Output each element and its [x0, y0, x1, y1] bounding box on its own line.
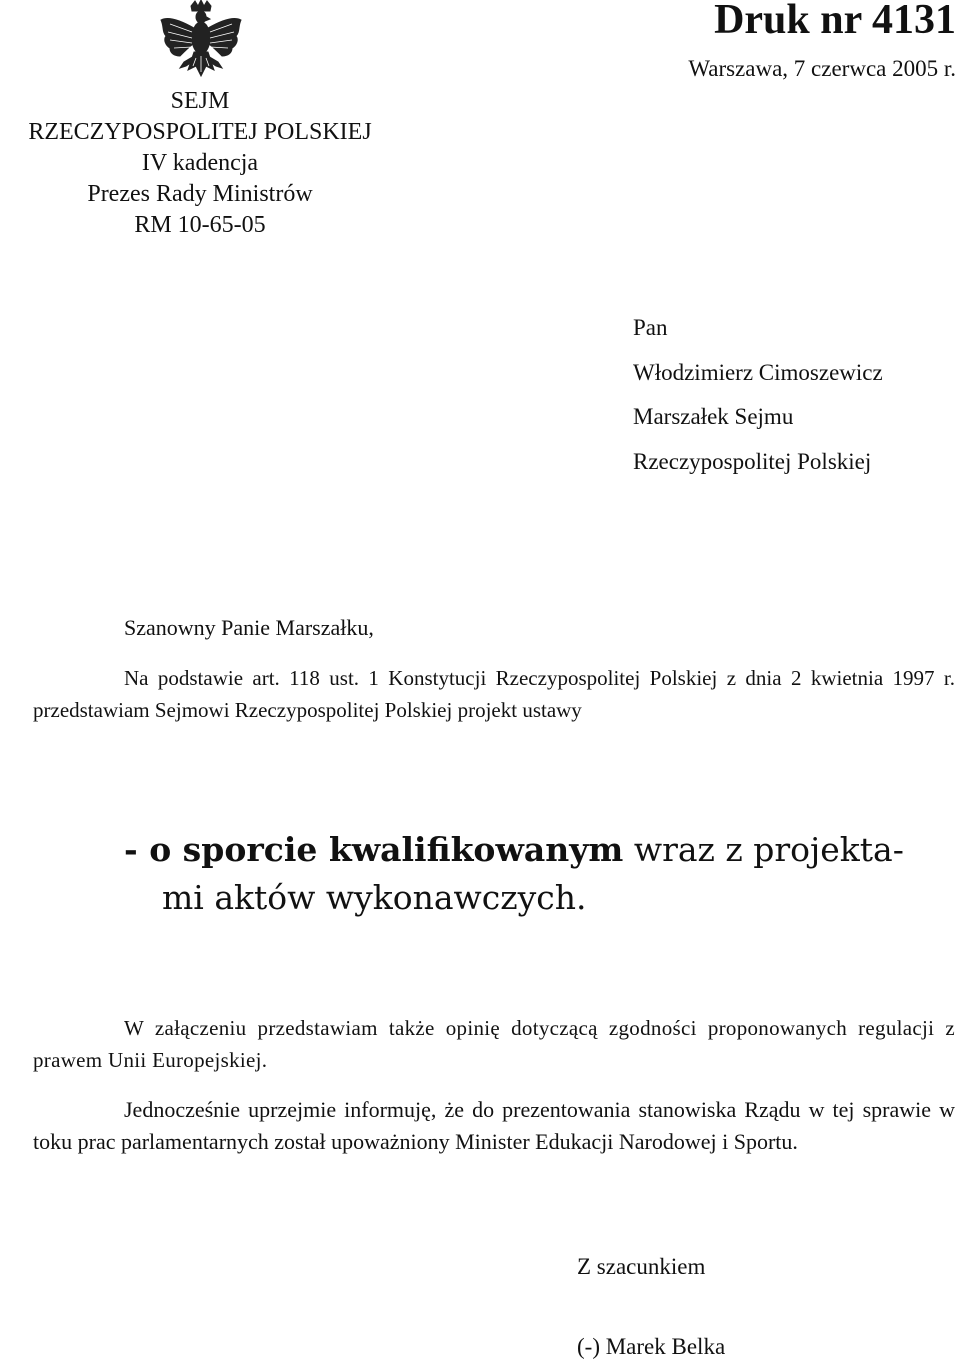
bill-subject-line2: mi aktów wykonawczych. — [162, 878, 587, 917]
reference-number: RM 10-65-05 — [134, 212, 266, 238]
place-date: Warszawa, 7 czerwca 2005 r. — [688, 56, 956, 81]
recipient-block — [633, 306, 883, 484]
bill-subject-line1 — [124, 826, 954, 874]
bill-subject — [124, 826, 954, 922]
bill-title: o sporcie kwalifikowanym — [149, 830, 624, 869]
signature: (-) Marek Belka — [577, 1334, 726, 1359]
recipient-name: Włodzimierz Cimoszewicz — [633, 359, 883, 385]
sender-header — [0, 86, 400, 241]
paragraph-2: W załączeniu przedstawiam także opinię dotyczącą zgodności proponowanych regulacji z prawem Unii Europejskiej. — [33, 1016, 955, 1072]
sender: Prezes Rady Ministrów — [87, 181, 313, 207]
subject-rest: wraz z projekta- — [623, 830, 904, 869]
eagle-emblem-icon — [158, 0, 244, 82]
paragraph-1: Na podstawie art. 118 ust. 1 Konstytucji Rzeczypospolitej Polskiej z dnia 2 kwietnia 1997 r. przedstawiam Sejmowi Rzeczypospolitej Polskiej projekt ustawy — [33, 666, 955, 722]
recipient-title: Pan — [633, 315, 668, 340]
print-number: Druk nr 4131 — [714, 0, 956, 43]
closing: Z szacunkiem — [577, 1254, 706, 1279]
term: IV kadencja — [141, 150, 259, 176]
subject-dash: - — [124, 830, 150, 869]
institution-line2: RZECZYPOSPOLITEJ POLSKIEJ — [28, 119, 372, 145]
salutation: Szanowny Panie Marszałku, — [124, 615, 374, 640]
institution-line1: SEJM — [170, 88, 230, 114]
recipient-institution: Rzeczypospolitej Polskiej — [633, 448, 872, 474]
paragraph-3: Jednocześnie uprzejmie informuję, że do prezentowania stanowiska Rządu w tej sprawie w toku prac parlamentarnych został upoważniony Minister Edukacji Narodowej i Sportu. — [33, 1097, 955, 1154]
recipient-position: Marszałek Sejmu — [633, 404, 794, 429]
